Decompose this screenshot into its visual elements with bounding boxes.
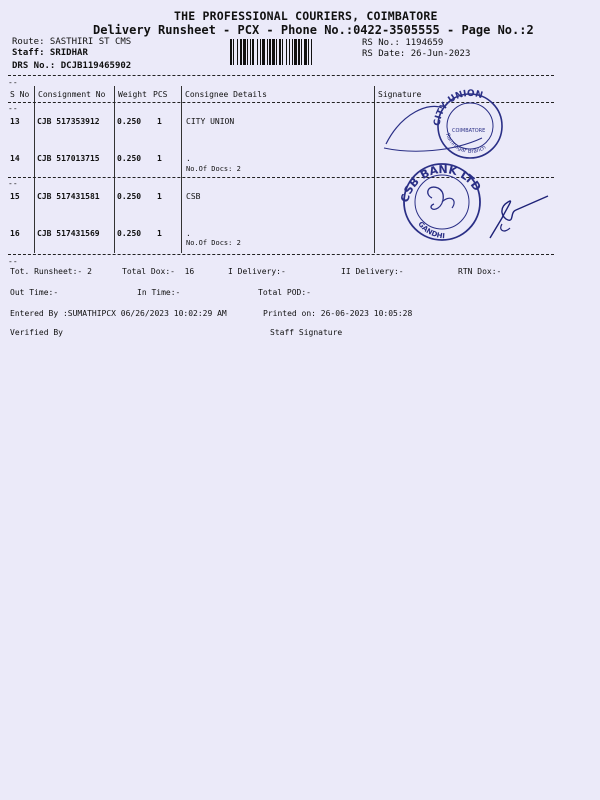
barcode-bar <box>286 39 287 65</box>
column-rule <box>34 86 35 253</box>
row-sno: 14 <box>10 154 20 163</box>
stamp-text: CSB BANK LTD <box>398 163 484 204</box>
row-sno: 16 <box>10 229 20 238</box>
column-rule <box>114 86 115 253</box>
row-consignee: CITY UNION <box>186 117 235 126</box>
total-pod: Total POD:- <box>258 288 311 297</box>
verified-by: Verified By <box>10 328 63 337</box>
barcode <box>230 39 352 65</box>
row-docs-count: No.Of Docs: 2 <box>186 165 241 173</box>
ii-delivery: II Delivery:- <box>341 267 404 276</box>
staff-signature: Staff Signature <box>270 328 343 337</box>
divider-mark: -- <box>8 78 18 87</box>
barcode-bar <box>243 39 246 65</box>
barcode-bar <box>230 39 232 65</box>
row-consignment: CJB 517353912 <box>37 117 100 126</box>
barcode-bar <box>257 39 258 65</box>
barcode-bar <box>308 39 309 65</box>
route-label: Route: SASTHIRI ST CMS <box>12 37 132 47</box>
svg-text:CSB BANK LTD <box>398 163 483 204</box>
divider-mark: -- <box>8 257 18 266</box>
stamp-text: COIMBATORE <box>452 128 486 134</box>
row-pcs: 1 <box>157 192 162 201</box>
barcode-bar <box>260 39 261 65</box>
printed-on: Printed on: 26-06-2023 10:05:28 <box>263 309 413 318</box>
row-consignee: . <box>186 154 191 163</box>
col-header-consignee: Consignee Details <box>185 90 267 99</box>
row-docs-count: No.Of Docs: 2 <box>186 239 241 247</box>
divider <box>8 254 554 255</box>
barcode-bar <box>282 39 283 65</box>
barcode-bar <box>233 39 234 65</box>
divider-mark: -- <box>8 179 18 188</box>
in-time: In Time:- <box>137 288 181 297</box>
entered-by: Entered By :SUMATHIPCX 06/26/2023 10:02:29 AM <box>10 309 227 318</box>
total-dox: Total Dox:- 16 <box>122 267 195 276</box>
svg-text:GANDHI <box>416 220 445 240</box>
barcode-bar <box>276 39 277 65</box>
row-weight: 0.250 <box>117 192 142 201</box>
row-consignee: CSB <box>186 192 201 201</box>
barcode-bar <box>237 39 238 65</box>
barcode-bar <box>294 39 297 65</box>
barcode-bar <box>279 39 281 65</box>
rtn-dox: RTN Dox:- <box>458 267 502 276</box>
tot-runsheet: Tot. Runsheet:- 2 <box>10 267 92 276</box>
company-name: THE PROFESSIONAL COURIERS, COIMBATORE <box>174 9 438 23</box>
barcode-bar <box>247 39 248 65</box>
row-consignment: CJB 517013715 <box>37 154 100 163</box>
rs-number: RS No.: 1194659 <box>362 38 444 48</box>
row-sno: 13 <box>10 117 20 126</box>
col-header-sno: S No <box>10 90 30 99</box>
divider <box>8 75 554 76</box>
barcode-bar <box>267 39 268 65</box>
barcode-bar <box>262 39 265 65</box>
col-header-consignment: Consignment No <box>38 90 106 99</box>
barcode-bar <box>304 39 307 65</box>
barcode-bar <box>311 39 312 65</box>
row-weight: 0.250 <box>117 154 142 163</box>
col-header-weight: Weight <box>118 90 147 99</box>
row-pcs: 1 <box>157 154 162 163</box>
stamp-text: Ramnagar Branch <box>444 132 488 155</box>
i-delivery: I Delivery:- <box>228 267 286 276</box>
barcode-bar <box>272 39 275 65</box>
staff-label: Staff: SRIDHAR <box>12 48 88 58</box>
runsheet-title: Delivery Runsheet - PCX - Phone No.:0422-3505555 - Page No.:2 <box>93 23 534 37</box>
divider-mark: -- <box>8 104 18 113</box>
csb-bank-stamp <box>398 158 558 248</box>
row-consignment: CJB 517431581 <box>37 192 100 201</box>
col-header-signature: Signature <box>378 90 422 99</box>
row-weight: 0.250 <box>117 117 142 126</box>
row-pcs: 1 <box>157 117 162 126</box>
row-consignment: CJB 517431569 <box>37 229 100 238</box>
barcode-bar <box>240 39 242 65</box>
barcode-bar <box>292 39 293 65</box>
barcode-bar <box>298 39 300 65</box>
column-rule <box>374 86 375 253</box>
row-sno: 15 <box>10 192 20 201</box>
rs-date: RS Date: 26-Jun-2023 <box>362 49 471 59</box>
barcode-bar <box>250 39 251 65</box>
barcode-bar <box>289 39 290 65</box>
svg-text:CITY UNION <box>433 89 484 126</box>
barcode-bar <box>269 39 271 65</box>
stamp-text: GANDHI <box>416 220 446 241</box>
barcode-bar <box>301 39 302 65</box>
city-union-stamp <box>382 82 512 162</box>
row-pcs: 1 <box>157 229 162 238</box>
out-time: Out Time:- <box>10 288 59 297</box>
row-consignee: . <box>186 229 191 238</box>
row-weight: 0.250 <box>117 229 142 238</box>
stamp-text: CITY UNION <box>432 88 484 127</box>
col-header-pcs: PCS <box>153 90 168 99</box>
barcode-bar <box>252 39 254 65</box>
column-rule <box>181 86 182 253</box>
drs-number: DRS No.: DCJB119465902 <box>12 61 132 71</box>
